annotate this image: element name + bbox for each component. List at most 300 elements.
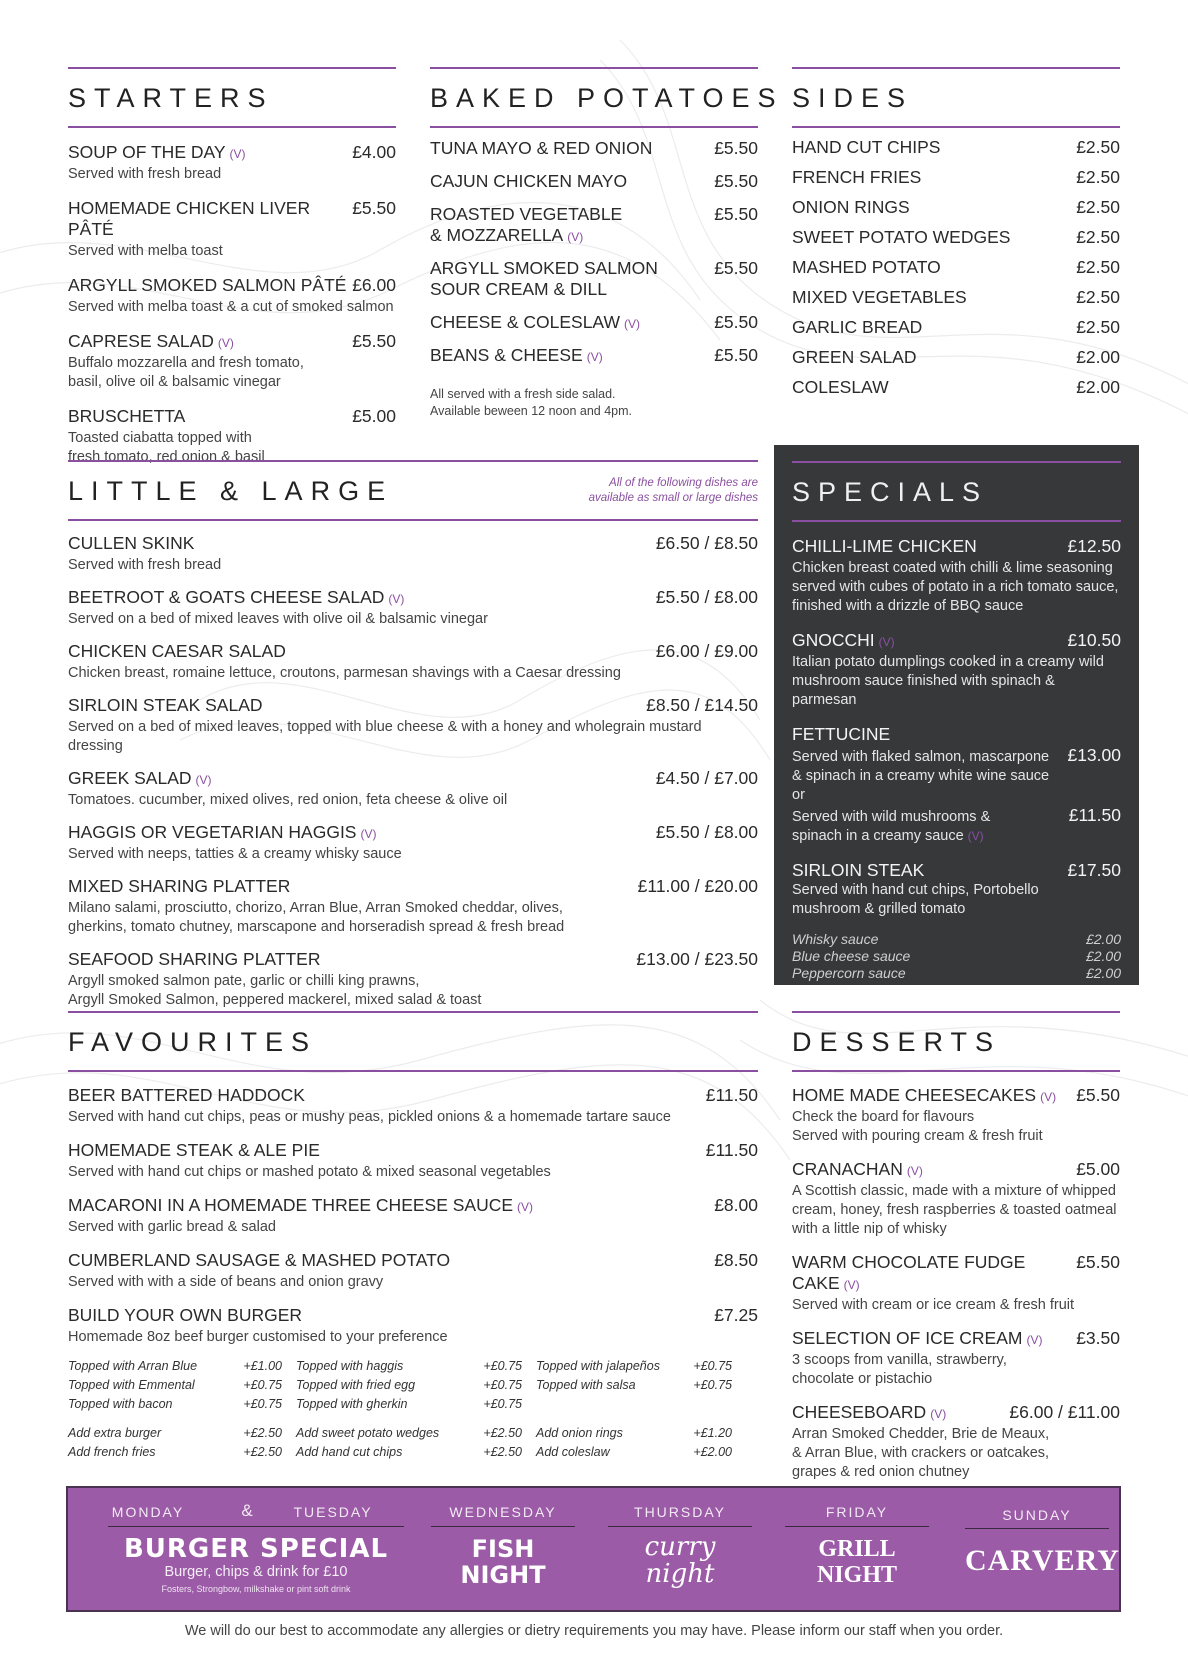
- item-price: £5.50: [714, 345, 758, 365]
- item-name: SOUP OF THE DAY: [68, 142, 226, 162]
- item-price: £8.50 / £14.50: [646, 695, 758, 715]
- item-row: [68, 587, 758, 610]
- item-price: £5.50: [352, 198, 396, 218]
- item-name-wrap: [68, 1195, 533, 1218]
- item-description: Homemade 8oz beef burger customised to your preference: [68, 1329, 448, 1345]
- item-row: [792, 630, 1121, 653]
- baked-potatoes-section: [430, 67, 784, 420]
- item-name-wrap: [68, 1305, 306, 1328]
- section-title: LITTLE & LARGE: [68, 476, 394, 506]
- item-price: £5.50: [714, 312, 758, 332]
- item-name: MIXED SHARING PLATTER: [68, 876, 291, 896]
- item-price: £5.00: [352, 406, 396, 426]
- item-name-wrap: [68, 695, 267, 718]
- item-description: Served with flaked salmon, mascarpone & spinach in a creamy white wine sauce: [792, 749, 1050, 784]
- menu-item: [68, 695, 758, 756]
- item-row: [792, 317, 1120, 338]
- or-label: or: [792, 787, 805, 803]
- option-price: +£0.75: [243, 1378, 282, 1392]
- sauce-price: £2.00: [1085, 931, 1121, 947]
- item-name-wrap: [792, 167, 921, 188]
- item-name: SELECTION OF ICE CREAM: [792, 1328, 1023, 1348]
- item-row: [68, 768, 758, 791]
- item-price: £5.50: [352, 331, 396, 351]
- vegetarian-mark: (V): [1026, 1333, 1043, 1347]
- option-price: +£1.00: [243, 1359, 282, 1373]
- item-description: Tomatoes. cucumber, mixed olives, red onion, feta cheese & olive oil: [68, 792, 508, 808]
- item-row: [68, 533, 758, 556]
- item-description: Served with hand cut chips or mashed potato & mixed seasonal vegetables: [68, 1164, 551, 1180]
- section-rule: [68, 519, 758, 521]
- menu-item: [792, 860, 1121, 919]
- item-row: [68, 1140, 758, 1163]
- item-price: £5.00: [1076, 1159, 1120, 1179]
- item-name-wrap: [792, 257, 941, 278]
- item-row: [68, 641, 758, 664]
- item-name: HOMEMADE CHICKEN LIVER PÂTÉ: [68, 198, 311, 239]
- item-price: £2.50: [1076, 317, 1120, 337]
- menu-item: [792, 347, 1120, 368]
- day-amp: &: [241, 1501, 255, 1520]
- menu-item: [68, 587, 758, 629]
- menu-item: [792, 1159, 1120, 1239]
- menu-item: [68, 822, 758, 864]
- item-row: [792, 227, 1120, 248]
- item-row: [430, 171, 758, 194]
- item-price: £5.50 / £8.00: [655, 587, 758, 607]
- item-name-wrap: [68, 641, 290, 664]
- item-name: SEAFOOD SHARING PLATTER: [68, 949, 321, 969]
- section-title: FAVOURITES: [68, 1027, 318, 1057]
- item-row: [68, 876, 758, 899]
- item-name-wrap: [68, 949, 325, 972]
- day-tuesday: TUESDAY: [293, 1504, 373, 1520]
- item-price: £11.50: [1068, 805, 1121, 825]
- vegetarian-mark: (V): [586, 350, 603, 364]
- item-price: £13.00: [1067, 745, 1121, 765]
- section-rule: [68, 126, 396, 128]
- item-row: [68, 1305, 758, 1328]
- day-rule: [431, 1526, 575, 1527]
- carvery-logo: CARVERY: [965, 1544, 1120, 1577]
- item-name-wrap: [68, 142, 246, 165]
- item-name-wrap: [792, 1328, 1042, 1351]
- menu-item: [792, 197, 1120, 218]
- item-name-wrap: [792, 1085, 1056, 1108]
- item-row: [68, 1195, 758, 1218]
- item-price: £6.50 / £8.50: [655, 533, 758, 553]
- item-name: MASHED POTATO: [792, 257, 941, 277]
- item-price: £2.50: [1076, 137, 1120, 157]
- menu-item: [68, 949, 758, 1010]
- menu-item: [792, 167, 1120, 188]
- menu-item: [430, 312, 758, 335]
- item-description: Milano salami, prosciutto, chorizo, Arran Blue, Arran Smoked cheddar, olives, gherkins, tomato chutney, marscapone and horseradish spread & fresh bread: [68, 900, 565, 935]
- item-row: [430, 258, 758, 302]
- menu-item: [68, 1250, 758, 1292]
- potatoes-list: [430, 138, 758, 368]
- item-description: Served with melba toast & a cut of smoked salmon: [68, 299, 394, 315]
- item-name: BUILD YOUR OWN BURGER: [68, 1305, 303, 1325]
- menu-item: [68, 533, 758, 575]
- option-price: +£1.20: [693, 1426, 732, 1440]
- sides-section: [792, 67, 1120, 398]
- item-name-wrap: [430, 345, 603, 368]
- little-large-list: [68, 533, 758, 1010]
- item-name: CHEESEBOARD: [792, 1402, 927, 1422]
- allergy-footer: We will do our best to accommodate any allergies or dietry requirements you may have. Please inform our staff when you order.: [184, 1623, 1004, 1639]
- item-name-wrap: [792, 1159, 923, 1182]
- item-name: CHICKEN CAESAR SALAD: [68, 641, 286, 661]
- item-price: £2.50: [1076, 197, 1120, 217]
- menu-item: [68, 1195, 758, 1237]
- sauce-price: £2.00: [1085, 965, 1121, 981]
- day-rule: [608, 1526, 752, 1527]
- item-name: CAJUN CHICKEN MAYO: [430, 171, 628, 191]
- item-name-wrap: [792, 317, 922, 338]
- item-name: HAND CUT CHIPS: [792, 137, 941, 157]
- item-price: £8.00: [714, 1195, 758, 1215]
- menu-item: [792, 257, 1120, 278]
- vegetarian-mark: (V): [967, 829, 984, 843]
- vegetarian-mark: (V): [930, 1407, 947, 1421]
- item-price: £2.00: [1076, 377, 1120, 397]
- item-name-wrap: [68, 1140, 324, 1163]
- item-name-wrap: [68, 1085, 309, 1108]
- menu-item: [792, 630, 1121, 710]
- menu-item: [792, 137, 1120, 158]
- day-thursday: THURSDAY: [634, 1504, 726, 1520]
- item-name: BEANS & CHEESE: [430, 345, 583, 365]
- item-row: [68, 949, 758, 972]
- item-price: £12.50: [1067, 536, 1121, 556]
- section-rule: [792, 520, 1121, 522]
- sauce-row: [792, 948, 1121, 965]
- vegetarian-mark: (V): [217, 336, 234, 350]
- item-description: 3 scoops from vanilla, strawberry, chocolate or pistachio: [792, 1352, 1007, 1387]
- vegetarian-mark: (V): [517, 1200, 534, 1214]
- item-row: [68, 275, 396, 298]
- option-price: +£0.75: [693, 1378, 732, 1392]
- burger-special-title: BURGER SPECIAL: [123, 1534, 389, 1564]
- starters-section: [68, 67, 396, 467]
- item-name-wrap: [68, 331, 234, 354]
- item-name-wrap: [792, 287, 967, 308]
- item-row: [792, 1402, 1120, 1425]
- item-price: £5.50: [714, 204, 758, 224]
- item-name: BEER BATTERED HADDOCK: [68, 1085, 305, 1105]
- item-name: ROASTED VEGETABLE & MOZZARELLA: [430, 204, 623, 245]
- item-price: £17.50: [1067, 860, 1121, 880]
- item-price: £6.00 / £9.00: [655, 641, 758, 661]
- option-price: +£0.75: [483, 1359, 522, 1373]
- section-rule: [792, 126, 1120, 128]
- item-description: Served with cream or ice cream & fresh fruit: [792, 1297, 1075, 1313]
- option-price: +£2.00: [693, 1445, 732, 1459]
- item-row: [792, 1328, 1120, 1351]
- item-description: Served with garlic bread & salad: [68, 1219, 276, 1235]
- item-name-wrap: [792, 197, 910, 218]
- item-name: SIRLOIN STEAK: [792, 860, 925, 880]
- item-name: CAPRESE SALAD: [68, 331, 214, 351]
- menu-item: [430, 204, 758, 248]
- item-row: [792, 377, 1120, 398]
- menu-item: [430, 138, 758, 161]
- item-name: ARGYLL SMOKED SALMON SOUR CREAM & DILL: [430, 258, 658, 299]
- item-name-wrap: [792, 1252, 1076, 1296]
- item-row: [430, 204, 758, 248]
- day-rule: [965, 1528, 1109, 1529]
- item-name: CHILLI-LIME CHICKEN: [792, 536, 977, 556]
- option-price: +£0.75: [243, 1397, 282, 1411]
- menu-item: [430, 171, 758, 194]
- item-description: Served with wild mushrooms & spinach in a creamy sauce: [792, 809, 991, 844]
- favourites-section: [68, 1011, 758, 1462]
- sauce-row: [792, 965, 1121, 982]
- sauce-list: [792, 931, 1121, 982]
- item-row: [68, 1250, 758, 1273]
- option-name: Topped with jalapeños: [536, 1359, 660, 1373]
- option-name: Topped with salsa: [536, 1378, 636, 1392]
- sauce-name: Whisky sauce: [792, 931, 879, 947]
- item-description: Italian potato dumplings cooked in a creamy wild mushroom sauce finished with spinach & parmesan: [792, 654, 1104, 708]
- item-description: Argyll smoked salmon pate, garlic or chilli king prawns, Argyll Smoked Salmon, peppered mackerel, mixed salad & toast: [68, 973, 482, 1008]
- item-price: £2.00: [1076, 347, 1120, 367]
- menu-item: [792, 317, 1120, 338]
- item-row: [430, 138, 758, 161]
- item-description: Served on a bed of mixed leaves with olive oil & balsamic vinegar: [68, 611, 488, 627]
- little-large-section: [68, 460, 758, 1010]
- weekly-offers-banner: [66, 1486, 1121, 1612]
- menu-item: [68, 1140, 758, 1182]
- item-row: [68, 142, 396, 165]
- item-row: [68, 198, 396, 242]
- vegetarian-mark: (V): [195, 773, 212, 787]
- item-price: £5.50: [714, 258, 758, 278]
- option-name: Add french fries: [68, 1445, 156, 1459]
- menu-item: [430, 258, 758, 302]
- item-description: Chicken breast, romaine lettuce, croutons, parmesan shavings with a Caesar dressing: [68, 665, 621, 681]
- item-description: Served on a bed of mixed leaves, topped with blue cheese & with a honey and wholegrain mustard dressing: [68, 719, 702, 754]
- item-name: GARLIC BREAD: [792, 317, 923, 337]
- option-price: +£2.50: [243, 1445, 282, 1459]
- grill-night-logo: GRILL NIGHT: [816, 1536, 897, 1588]
- item-description: Served with neeps, tatties & a creamy whisky sauce: [68, 846, 402, 862]
- vegetarian-mark: (V): [360, 827, 377, 841]
- item-name-wrap: [430, 312, 640, 335]
- item-row: [792, 1085, 1120, 1108]
- item-price: £5.50: [714, 171, 758, 191]
- menu-item: [68, 198, 396, 261]
- section-title: SPECIALS: [792, 477, 989, 507]
- item-name: SIRLOIN STEAK SALAD: [68, 695, 263, 715]
- menu-item: [68, 1085, 758, 1127]
- option-name: Topped with haggis: [296, 1359, 404, 1373]
- item-description: Served with melba toast: [68, 243, 223, 259]
- menu-item: [792, 1085, 1120, 1146]
- option-price: +£2.50: [483, 1426, 522, 1440]
- item-price: £2.50: [1076, 257, 1120, 277]
- option-name: Topped with fried egg: [296, 1378, 416, 1392]
- vegetarian-mark: (V): [878, 635, 895, 649]
- desserts-section: [792, 1011, 1120, 1482]
- option-name: [536, 1395, 686, 1414]
- option-name: Add onion rings: [536, 1426, 623, 1440]
- item-name-wrap: [430, 204, 622, 248]
- sauce-price: £2.00: [1085, 948, 1121, 964]
- menu-item: [68, 641, 758, 683]
- item-name: CULLEN SKINK: [68, 533, 195, 553]
- item-name-wrap: [792, 347, 916, 368]
- option-name: Add extra burger: [68, 1426, 162, 1440]
- item-name-wrap: [792, 1402, 946, 1425]
- vegetarian-mark: (V): [567, 230, 584, 244]
- option-name: Add hand cut chips: [296, 1445, 403, 1459]
- menu-item: [792, 1328, 1120, 1389]
- item-description: Arran Smoked Chedder, Brie de Meaux, & Arran Blue, with crackers or oatcakes, grapes & red onion chutney: [792, 1426, 1050, 1480]
- item-name-wrap: [68, 768, 212, 791]
- item-name-wrap: [430, 258, 658, 302]
- option-price: [686, 1395, 746, 1414]
- vegetarian-mark: (V): [229, 147, 246, 161]
- section-title: SIDES: [792, 83, 914, 113]
- menu-item: [430, 345, 758, 368]
- section-title: DESSERTS: [792, 1027, 1002, 1057]
- menu-item: [68, 331, 396, 392]
- item-row: [792, 1252, 1120, 1296]
- item-name: FETTUCINE: [792, 724, 891, 744]
- option-price: +£0.75: [483, 1397, 522, 1411]
- specials-list: [792, 536, 1121, 710]
- item-name: CRANACHAN: [792, 1159, 903, 1179]
- burger-toppings: [68, 1357, 758, 1414]
- item-row: [68, 822, 758, 845]
- little-large-note: All of the following dishes are available as small or large dishes: [588, 476, 758, 504]
- sauce-row: [792, 931, 1121, 948]
- item-name: BRUSCHETTA: [68, 406, 186, 426]
- item-row: [68, 331, 396, 354]
- fish-night-logo: FISH NIGHT: [460, 1535, 546, 1589]
- item-name-wrap: [792, 227, 1010, 248]
- item-name: SWEET POTATO WEDGES: [792, 227, 1011, 247]
- item-price: £11.00 / £20.00: [637, 876, 758, 896]
- menu-item: [792, 724, 1121, 846]
- item-name-wrap: [68, 198, 352, 242]
- day-friday: FRIDAY: [825, 1504, 889, 1520]
- item-row: [792, 137, 1120, 158]
- day-sunday: SUNDAY: [1002, 1507, 1072, 1523]
- item-price: £8.50: [714, 1250, 758, 1270]
- item-row: [792, 257, 1120, 278]
- sauce-name: Peppercorn sauce: [792, 965, 906, 981]
- item-name: HOMEMADE STEAK & ALE PIE: [68, 1140, 320, 1160]
- menu-item: [792, 1402, 1120, 1482]
- item-price: £5.50 / £8.00: [655, 822, 758, 842]
- item-name-wrap: [68, 533, 198, 556]
- section-rule: [68, 1070, 758, 1072]
- item-price: £5.50: [1076, 1252, 1120, 1272]
- starters-list: [68, 142, 396, 467]
- item-price: £11.50: [705, 1140, 758, 1160]
- item-row: [792, 167, 1120, 188]
- item-name: TUNA MAYO & RED ONION: [430, 138, 653, 158]
- section-rule: [430, 126, 758, 128]
- vegetarian-mark: (V): [388, 592, 405, 606]
- option-price: +£2.50: [243, 1426, 282, 1440]
- item-price: £2.50: [1076, 167, 1120, 187]
- item-name: CHEESE & COLESLAW: [430, 312, 620, 332]
- item-price: £6.00 / £11.00: [1009, 1402, 1120, 1422]
- item-name: GREEK SALAD: [68, 768, 192, 788]
- item-price: £2.50: [1076, 227, 1120, 247]
- item-name-wrap: [68, 275, 350, 298]
- item-description: Served with hand cut chips, peas or mushy peas, pickled onions & a homemade tartare sauce: [68, 1109, 671, 1125]
- specials-panel: [774, 445, 1139, 985]
- item-name: MIXED VEGETABLES: [792, 287, 967, 307]
- item-name: ONION RINGS: [792, 197, 910, 217]
- menu-item: [68, 1305, 758, 1347]
- item-row: [792, 1159, 1120, 1182]
- favourites-list: [68, 1085, 758, 1347]
- item-name: WARM CHOCOLATE FUDGE CAKE: [792, 1252, 1026, 1293]
- menu-item: [792, 377, 1120, 398]
- item-description: Toasted ciabatta topped with fresh tomato, red onion & basil: [68, 430, 265, 465]
- vegetarian-mark: (V): [1040, 1090, 1057, 1104]
- option-price: +£0.75: [693, 1359, 732, 1373]
- day-wednesday: WEDNESDAY: [449, 1504, 557, 1520]
- option-name: Topped with Arran Blue: [68, 1359, 198, 1373]
- item-price: £7.25: [714, 1305, 758, 1325]
- item-description: Check the board for flavours Served with pouring cream & fresh fruit: [792, 1109, 1043, 1144]
- item-price: £3.50: [1076, 1328, 1120, 1348]
- vegetarian-mark: (V): [906, 1164, 923, 1178]
- item-name: COLESLAW: [792, 377, 889, 397]
- item-description: Chicken breast coated with chilli & lime seasoning served with cubes of potato in a rich tomato sauce, finished with a drizzle of BBQ sauce: [792, 560, 1119, 614]
- item-name-wrap: [792, 630, 895, 653]
- item-name-wrap: [792, 137, 940, 158]
- item-name: GREEN SALAD: [792, 347, 917, 367]
- item-row: [68, 406, 396, 429]
- item-name-wrap: [68, 1250, 454, 1273]
- item-name-wrap: [68, 822, 376, 845]
- item-row: [68, 1085, 758, 1108]
- item-description: A Scottish classic, made with a mixture of whipped cream, honey, fresh raspberries & toasted oatmeal with a little nip of whisky: [792, 1183, 1117, 1237]
- item-name: HAGGIS OR VEGETARIAN HAGGIS: [68, 822, 357, 842]
- option-name: Add coleslaw: [536, 1445, 610, 1459]
- item-description: Served with hand cut chips, Portobello mushroom & grilled tomato: [792, 882, 1039, 917]
- item-row: [68, 695, 758, 718]
- item-name: GNOCCHI: [792, 630, 875, 650]
- option-name: Topped with gherkin: [296, 1397, 408, 1411]
- day-rule: [785, 1526, 929, 1527]
- item-price: £10.50: [1067, 630, 1121, 650]
- section-title: BAKED POTATOES: [430, 83, 784, 113]
- item-name-wrap: [68, 406, 189, 429]
- menu-item: [792, 536, 1121, 616]
- option-name: Topped with bacon: [68, 1397, 173, 1411]
- item-price: £2.50: [1076, 287, 1120, 307]
- item-description: Served with fresh bread: [68, 166, 222, 182]
- item-price: £4.50 / £7.00: [655, 768, 758, 788]
- option-name: Add sweet potato wedges: [296, 1426, 440, 1440]
- section-title: STARTERS: [68, 83, 274, 113]
- menu-item: [792, 1252, 1120, 1315]
- burger-special-subtitle: Burger, chips & drink for £10: [164, 1564, 348, 1580]
- item-row: [792, 197, 1120, 218]
- item-row: [792, 536, 1121, 559]
- item-price: £4.00: [352, 142, 396, 162]
- menu-item: [68, 406, 396, 467]
